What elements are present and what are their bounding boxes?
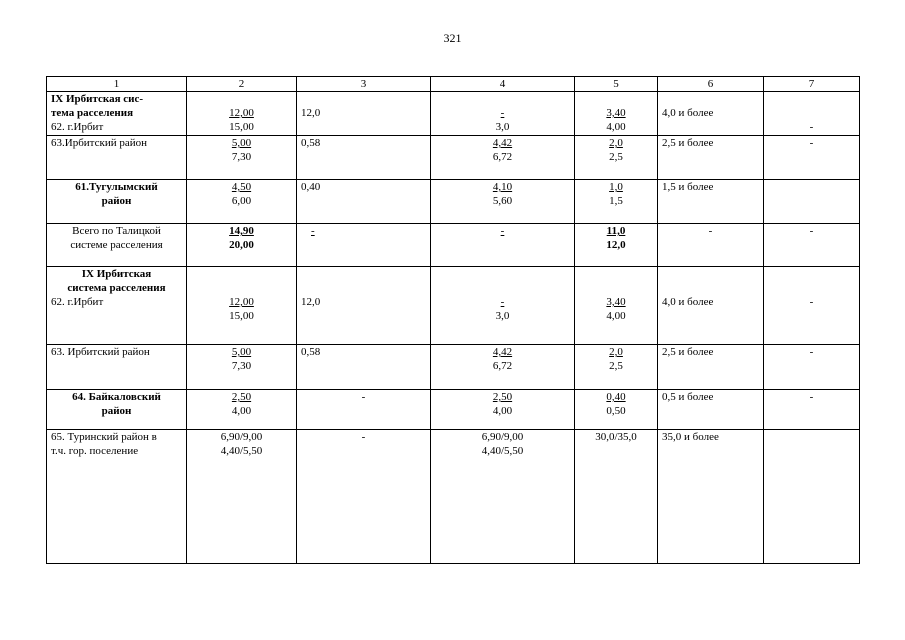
column-header-3: 3 bbox=[297, 77, 431, 92]
value-cell: 11,0 12,0 bbox=[575, 224, 658, 267]
value-cell: - bbox=[297, 390, 431, 430]
value-cell: 0,40 0,50 bbox=[575, 390, 658, 430]
value-cell: 12,00 15,00 bbox=[187, 92, 297, 136]
value-cell: - 3,0 bbox=[431, 92, 575, 136]
data-table bbox=[46, 76, 860, 564]
value-cell: 4,10 5,60 bbox=[431, 180, 575, 224]
value-cell: 4,42 6,72 bbox=[431, 136, 575, 180]
value-cell: 12,00 15,00 bbox=[187, 267, 297, 345]
value-cell: - bbox=[764, 224, 860, 267]
table-row bbox=[47, 224, 860, 267]
value-cell: - bbox=[431, 224, 575, 267]
value-cell: 4,0 и более bbox=[658, 267, 764, 345]
value-cell: 0,5 и более bbox=[658, 390, 764, 430]
column-header-6: 6 bbox=[658, 77, 764, 92]
value-cell: 3,40 4,00 bbox=[575, 267, 658, 345]
table-row bbox=[47, 267, 860, 345]
value-cell: 1,0 1,5 bbox=[575, 180, 658, 224]
column-header-5: 5 bbox=[575, 77, 658, 92]
value-cell: - bbox=[764, 267, 860, 345]
value-cell: 4,50 6,00 bbox=[187, 180, 297, 224]
row-title-cell: IX Ирбитская сис- тема расселения 62. г.Ирбит bbox=[47, 92, 187, 136]
value-cell: 6,90/9,00 4,40/5,50 bbox=[431, 430, 575, 564]
table-header-row bbox=[47, 77, 860, 92]
value-cell: 0,58 bbox=[297, 136, 431, 180]
value-cell: - bbox=[297, 430, 431, 564]
table-row bbox=[47, 180, 860, 224]
value-cell: 5,00 7,30 bbox=[187, 136, 297, 180]
value-cell: 3,40 4,00 bbox=[575, 92, 658, 136]
table-row bbox=[47, 92, 860, 136]
row-title-cell: 63.Ирбитский район bbox=[47, 136, 187, 180]
column-header-4: 4 bbox=[431, 77, 575, 92]
value-cell: 5,00 7,30 bbox=[187, 345, 297, 390]
value-cell: 2,5 и более bbox=[658, 136, 764, 180]
value-cell: 6,90/9,00 4,40/5,50 bbox=[187, 430, 297, 564]
value-cell bbox=[764, 430, 860, 564]
page-number: 321 bbox=[443, 31, 462, 45]
row-title-cell: 64. Байкаловский район bbox=[47, 390, 187, 430]
value-cell: 2,0 2,5 bbox=[575, 136, 658, 180]
row-title-cell: IX Ирбитская система расселения 62. г.Ирбит bbox=[47, 267, 187, 345]
value-cell: 2,5 и более bbox=[658, 345, 764, 390]
value-cell: 2,0 2,5 bbox=[575, 345, 658, 390]
value-cell: - bbox=[297, 224, 431, 267]
value-cell: 4,42 6,72 bbox=[431, 345, 575, 390]
value-cell: - bbox=[764, 345, 860, 390]
value-cell: 2,50 4,00 bbox=[431, 390, 575, 430]
value-cell: - bbox=[658, 224, 764, 267]
value-cell bbox=[764, 180, 860, 224]
value-cell: 4,0 и более bbox=[658, 92, 764, 136]
value-cell: - bbox=[764, 390, 860, 430]
value-cell: 12,0 bbox=[297, 267, 431, 345]
column-header-7: 7 bbox=[764, 77, 860, 92]
value-cell: 12,0 bbox=[297, 92, 431, 136]
value-cell: 30,0/35,0 bbox=[575, 430, 658, 564]
value-cell: - 3,0 bbox=[431, 267, 575, 345]
row-title-cell: 63. Ирбитский район bbox=[47, 345, 187, 390]
column-header-2: 2 bbox=[187, 77, 297, 92]
table-row bbox=[47, 345, 860, 390]
table-row bbox=[47, 430, 860, 564]
table-row bbox=[47, 390, 860, 430]
row-title-cell: Всего по Талицкой системе расселения bbox=[47, 224, 187, 267]
row-title-cell: 61.Тугулымский район bbox=[47, 180, 187, 224]
value-cell: 35,0 и более bbox=[658, 430, 764, 564]
column-header-1: 1 bbox=[47, 77, 187, 92]
value-cell: 14,90 20,00 bbox=[187, 224, 297, 267]
value-cell: 0,40 bbox=[297, 180, 431, 224]
value-cell: 2,50 4,00 bbox=[187, 390, 297, 430]
value-cell: - bbox=[764, 92, 860, 136]
value-cell: 1,5 и более bbox=[658, 180, 764, 224]
value-cell: - bbox=[764, 136, 860, 180]
table-row bbox=[47, 136, 860, 180]
value-cell: 0,58 bbox=[297, 345, 431, 390]
row-title-cell: 65. Туринский район в т.ч. гор. поселение bbox=[47, 430, 187, 564]
